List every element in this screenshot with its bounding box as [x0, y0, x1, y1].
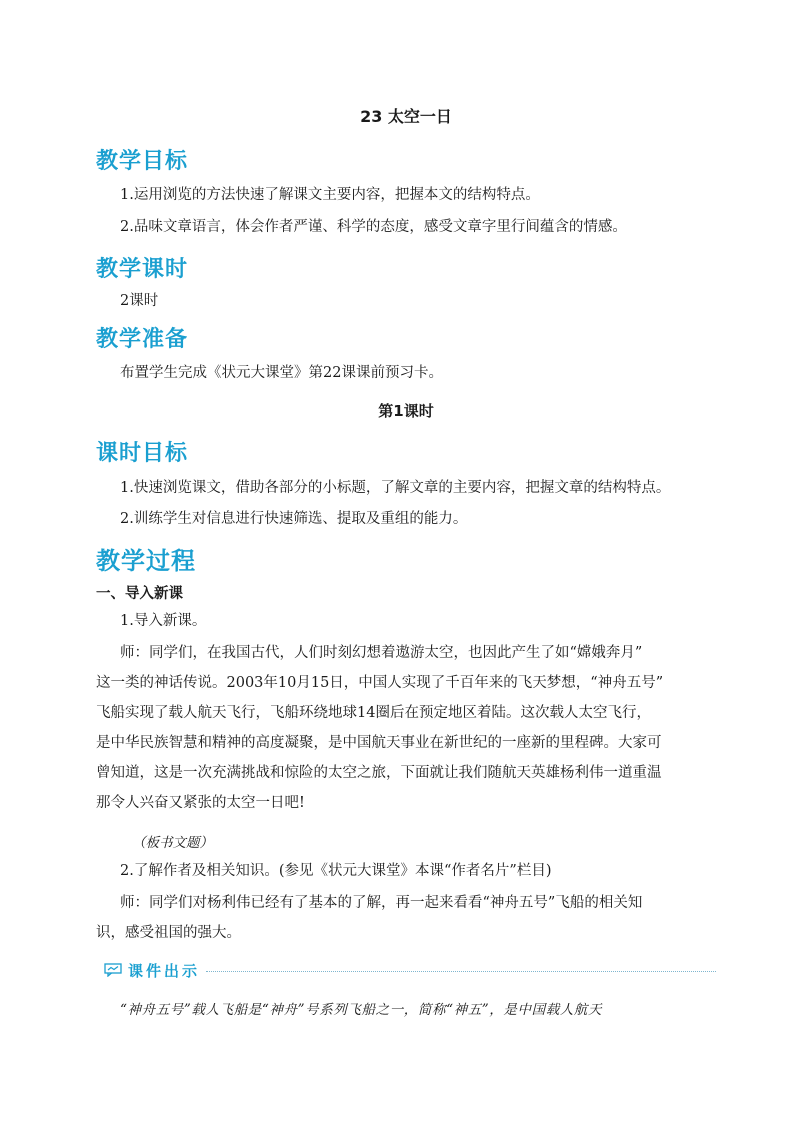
- page-title: 23 太空一日: [360, 107, 452, 126]
- intro-line-5: 曾知道，这是一次充满挑战和惊险的太空之旅，下面就让我们随航天英雄杨利伟一道重温: [96, 765, 662, 781]
- courseware-banner: [104, 958, 716, 982]
- intro-line-6: 那令人兴奋又紧张的太空一日吧!: [96, 795, 305, 811]
- blackboard-note: （板书文题）: [132, 835, 213, 851]
- lesson-goal-1: 1.快速浏览课文，借助各部分的小标题，了解文章的主要内容，把握文章的结构特点。: [120, 480, 671, 496]
- part1-heading: 一、导入新课: [96, 586, 183, 602]
- intro-paragraph: [96, 638, 716, 818]
- courseware-text: “神舟五号”载人飞船是“神舟”号系列飞船之一，简称“神五”，是中国载人航天: [120, 1002, 603, 1018]
- step2-text: 2.了解作者及相关知识。(参见《状元大课堂》本课“作者名片”栏目): [120, 863, 552, 879]
- goal-item-2: 2.品味文章语言，体会作者严谨、科学的态度，感受文章字里行间蕴含的情感。: [120, 219, 627, 235]
- goal-item-1: 1.运用浏览的方法快速了解课文主要内容，把握本文的结构特点。: [120, 187, 540, 203]
- intro-line-4: 是中华民族智慧和精神的高度凝聚，是中国航天事业在新世纪的一座新的里程碑。大家可: [96, 735, 662, 751]
- heading-teaching-process: 教学过程: [96, 547, 196, 575]
- lesson-title: 第1课时: [378, 402, 434, 420]
- prep-text: 布置学生完成《状元大课堂》第22课课前预习卡。: [120, 365, 443, 381]
- heading-teaching-hours: 教学课时: [96, 257, 189, 282]
- author-line-1: 师：同学们对杨利伟已经有了基本的了解，再一起来看看“神舟五号”飞船的相关知: [120, 895, 643, 911]
- hours-text: 2课时: [120, 293, 159, 309]
- courseware-divider: [206, 971, 716, 972]
- step1-text: 1.导入新课。: [120, 613, 207, 629]
- author-paragraph: [96, 888, 716, 948]
- heading-teaching-prep: 教学准备: [96, 327, 189, 352]
- lesson-goal-2: 2.训练学生对信息进行快速筛选、提取及重组的能力。: [120, 511, 468, 527]
- chat-bubble-icon: [104, 963, 122, 977]
- author-line-2: 识，感受祖国的强大。: [96, 925, 241, 941]
- heading-lesson-goals: 课时目标: [96, 441, 189, 466]
- intro-line-3: 飞船实现了载人航天飞行，飞船环绕地球14圈后在预定地区着陆。这次载人太空飞行，: [96, 705, 651, 721]
- intro-line-1: 师：同学们，在我国古代，人们时刻幻想着遨游太空，也因此产生了如“嫦娥奔月”: [120, 645, 643, 661]
- heading-teaching-goals: 教学目标: [96, 149, 189, 174]
- intro-line-2: 这一类的神话传说。2003年10月15日，中国人实现了千百年来的飞天梦想，“神舟五号”: [96, 675, 664, 691]
- courseware-label: 课件出示: [128, 961, 201, 980]
